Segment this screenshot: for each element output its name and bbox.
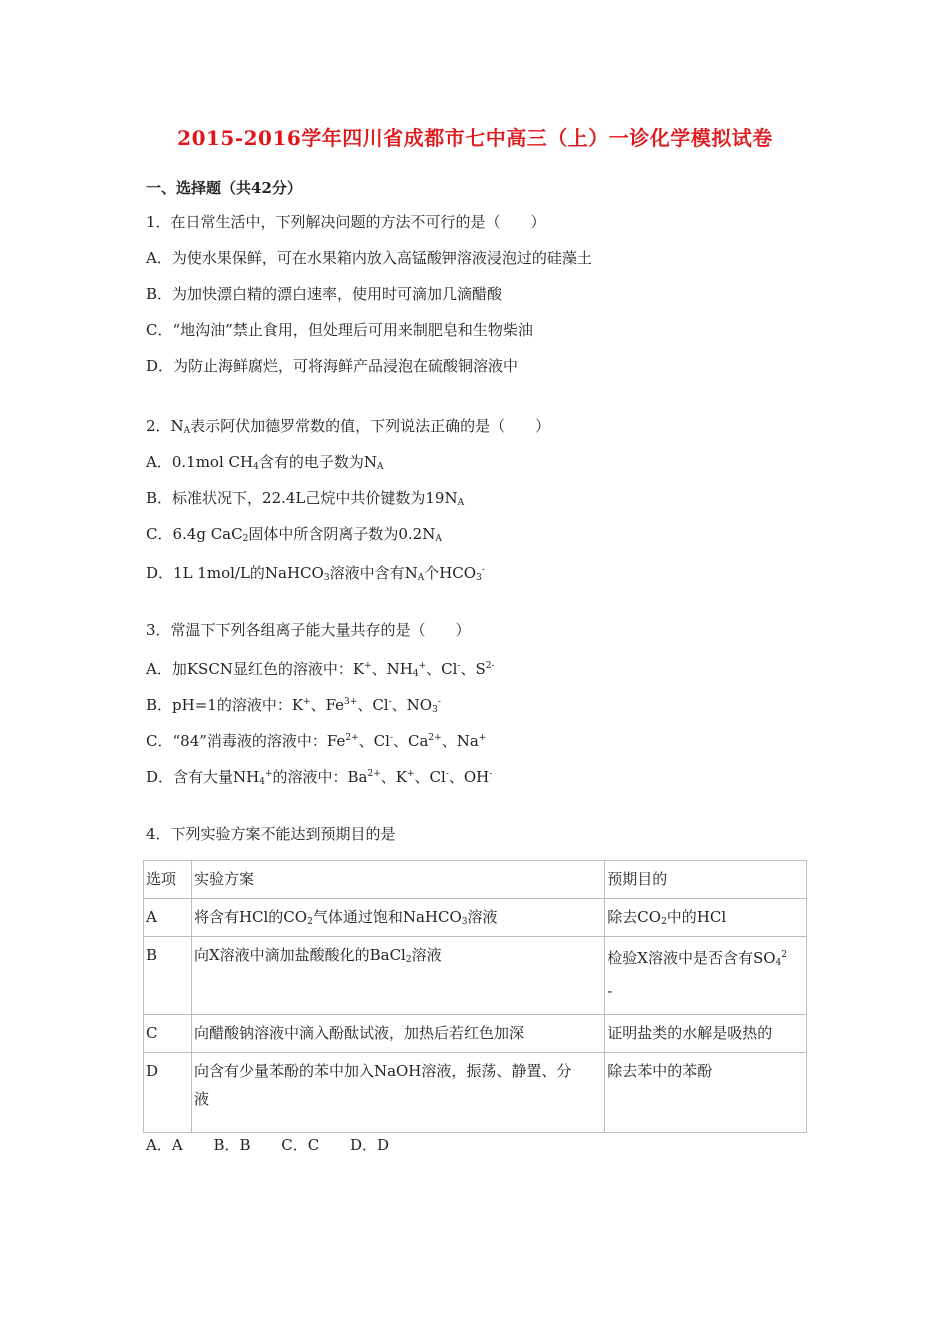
table-row [144, 1015, 807, 1053]
q1-option-a: A．为使水果保鲜，可在水果箱内放入高锰酸钾溶液浸泡过的硅藻土 [146, 249, 592, 267]
q2-option-c: C．6.4g CaC$_2$固体中所含阴离子数为$0.2N_A$ [146, 525, 442, 544]
header-plan: 实验方案 [191, 861, 604, 899]
q3-option-c: C．“84”消毒液的溶液中：$Fe^{2+}$、Cl-、$Ca^{2+}$、Na+ [146, 732, 487, 750]
row-c-goal: 证明盐类的水解是吸热的 [605, 1015, 807, 1053]
q4-answer-d: D．D [350, 1136, 390, 1154]
q1-option-b: B．为加快漂白精的漂白速率，使用时可滴加几滴醋酸 [146, 285, 503, 303]
row-b-option: B [144, 937, 192, 1015]
q1-option-c: C．“地沟油”禁止食用，但处理后可用来制肥皂和生物柴油 [146, 321, 533, 339]
q2-option-d: D．1L 1mol/L的NaHCO$_3$溶液中含有$N_A$个$HCO_3^-$ [146, 564, 485, 583]
q4-answer-c: C．C [281, 1136, 320, 1154]
row-a-option: A [144, 899, 192, 937]
row-d-goal: 除去苯中的苯酚 [605, 1053, 807, 1133]
row-a-goal: 除去$CO_2$中的HCl [605, 899, 807, 937]
q3-stem: 3．常温下下列各组离子能大量共存的是（ ） [146, 621, 471, 639]
q2-option-b: B．标准状况下，22.4L己烷中共价键数为$19N_A$ [146, 489, 465, 508]
row-d-option: D [144, 1053, 192, 1133]
q4-answer-a: A．A [146, 1136, 183, 1154]
row-b-plan: 向X溶液中滴加盐酸酸化的BaCl$_2$溶液 [191, 937, 604, 1015]
q1-option-d: D．为防止海鲜腐烂，可将海鲜产品浸泡在硫酸铜溶液中 [146, 357, 519, 375]
exam-title: 2015-2016学年四川省成都市七中高三（上）一诊化学模拟试卷 [177, 126, 773, 150]
row-c-plan: 向醋酸钠溶液中滴入酚酞试液，加热后若红色加深 [191, 1015, 604, 1053]
q4-answer-options [146, 1134, 415, 1155]
experiment-table [143, 860, 807, 1133]
q1-stem: 1．在日常生活中，下列解决问题的方法不可行的是（ ） [146, 213, 546, 231]
table-row [144, 1053, 807, 1133]
q3-option-a: A．加KSCN显红色的溶液中：K+、$NH_4^+$、Cl-、$S^{2-}$ [146, 660, 495, 679]
q4-answer-b: B．B [213, 1136, 251, 1154]
table-row [144, 937, 807, 1015]
q2-option-a: A．0.1mol $CH_4$含有的电子数为$N_A$ [146, 453, 384, 472]
q3-option-d: D．含有大量$NH_4^+$的溶液中：$Ba^{2+}$、K+、Cl-、OH- [146, 768, 493, 787]
table-row [144, 899, 807, 937]
header-goal: 预期目的 [605, 861, 807, 899]
q3-option-b: B．pH=1的溶液中：K+、$Fe^{3+}$、Cl-、$NO_3^-$ [146, 696, 441, 715]
row-b-goal: 检验X溶液中是否含有$SO_4^2$ - [605, 937, 807, 1015]
q4-stem: 4．下列实验方案不能达到预期目的是 [146, 825, 396, 843]
header-option: 选项 [144, 861, 192, 899]
q2-stem: 2．$N_A$表示阿伏加德罗常数的值，下列说法正确的是（ ） [146, 417, 551, 436]
row-d-plan: 向含有少量苯酚的苯中加入NaOH溶液，振荡、静置、分 液 [191, 1053, 604, 1133]
section-heading: 一、选择题（共42分） [146, 179, 302, 197]
row-c-option: C [144, 1015, 192, 1053]
table-header-row [144, 861, 807, 899]
row-a-plan: 将含有HCl的$CO_2$气体通过饱和NaHCO$_3$溶液 [191, 899, 604, 937]
